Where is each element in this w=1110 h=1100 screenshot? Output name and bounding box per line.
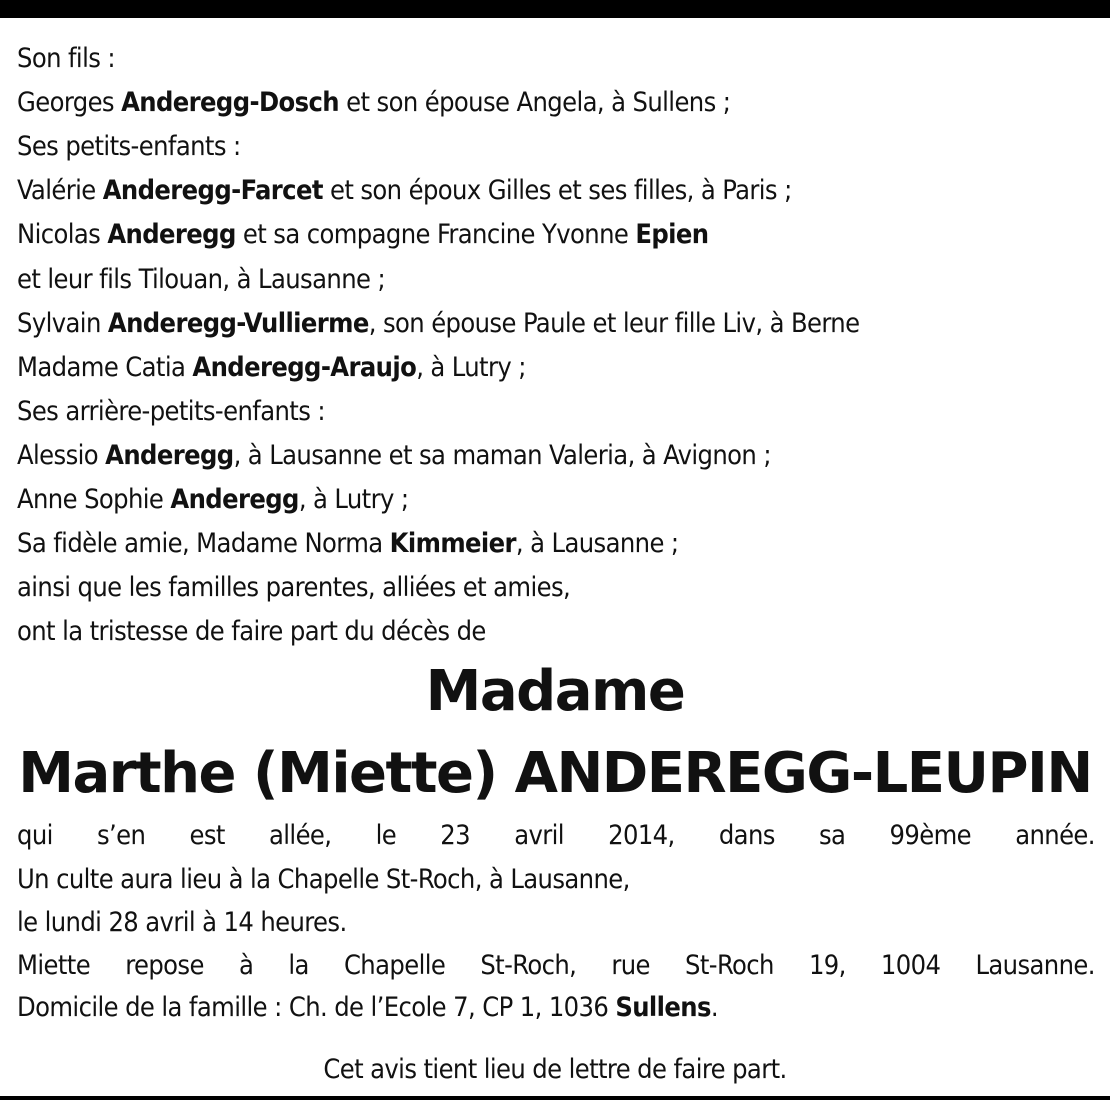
text-segment: Alessio: [17, 440, 106, 471]
announcement-line: [17, 215, 1095, 255]
announcement-line: [17, 568, 1095, 608]
family-name: Anderegg: [105, 440, 234, 471]
family-domicile-line: [17, 988, 1095, 1028]
text-segment: et leur fils Tilouan, à Lausanne ;: [17, 264, 386, 295]
word: s’en: [96, 820, 146, 851]
word: dans: [718, 820, 775, 851]
text-segment: Nicolas: [17, 219, 108, 250]
word: Miette: [17, 950, 91, 981]
announcement-line: [17, 127, 1095, 167]
word: St-Roch,: [480, 950, 577, 981]
text-segment: .: [710, 992, 718, 1023]
text-segment: ont la tristesse de faire part du décès de: [17, 616, 486, 647]
word: 2014,: [608, 820, 675, 851]
announcement-line: [17, 39, 1095, 79]
text-segment: Ses arrière-petits-enfants :: [17, 396, 325, 427]
passing-date-line: [17, 816, 1095, 856]
announcement-line: [17, 171, 1095, 211]
family-name: Anderegg-Farcet: [102, 175, 323, 206]
family-name: Anderegg-Araujo: [192, 352, 417, 383]
word: à: [238, 950, 254, 981]
word: qui: [17, 820, 53, 851]
family-name: Sullens: [615, 992, 711, 1023]
text-segment: Son fils :: [17, 43, 115, 74]
repose-line: [17, 946, 1095, 986]
word: Chapelle: [343, 950, 446, 981]
text-segment: , à Lutry ;: [298, 484, 409, 515]
announcement-line: [17, 436, 1095, 476]
announcement-line: [17, 612, 1095, 652]
text-segment: ainsi que les familles parentes, alliées et amies,: [17, 572, 571, 603]
text-segment: Sylvain: [17, 308, 108, 339]
word: repose: [125, 950, 204, 981]
text-segment: , à Lausanne et sa maman Valeria, à Avignon ;: [233, 440, 771, 471]
announcement-line: [17, 304, 1095, 344]
word: Lausanne.: [975, 950, 1095, 981]
word: 99ème: [889, 820, 971, 851]
family-name: Anderegg: [107, 219, 236, 250]
text-segment: et son épouse Angela, à Sullens ;: [339, 87, 731, 118]
text-segment: et son époux Gilles et ses filles, à Paris ;: [322, 175, 792, 206]
text-segment: , à Lausanne ;: [515, 528, 679, 559]
word: 23: [440, 820, 470, 851]
top-border-rule: [0, 0, 1110, 18]
footer-note: Cet avis tient lieu de lettre de faire part.: [323, 1054, 787, 1085]
word: allée,: [269, 820, 332, 851]
honorific-title: Madame: [425, 659, 685, 724]
announcement-line: [17, 480, 1095, 520]
family-name: Anderegg-Vullierme: [107, 308, 369, 339]
family-name: Anderegg: [170, 484, 299, 515]
word: est: [189, 820, 225, 851]
family-name: Kimmeier: [389, 528, 516, 559]
service-time-line: le lundi 28 avril à 14 heures.: [17, 907, 347, 938]
text-segment: et sa compagne Francine Yvonne: [235, 219, 636, 250]
word: avril: [514, 820, 564, 851]
word: 19,: [808, 950, 846, 981]
word: rue: [611, 950, 650, 981]
family-name: Anderegg-Dosch: [121, 87, 340, 118]
service-location-line: Un culte aura lieu à la Chapelle St-Roch, à Lausanne,: [17, 864, 630, 895]
text-segment: Anne Sophie: [17, 484, 171, 515]
word: St-Roch: [685, 950, 774, 981]
bottom-border-rule: [0, 1096, 1110, 1100]
word: sa: [819, 820, 846, 851]
text-segment: , son épouse Paule et leur fille Liv, à Berne: [368, 308, 860, 339]
text-segment: Ses petits-enfants :: [17, 131, 241, 162]
text-segment: Madame Catia: [17, 352, 193, 383]
text-segment: , à Lutry ;: [416, 352, 526, 383]
announcement-line: [17, 348, 1095, 388]
announcement-line: [17, 392, 1095, 432]
announcement-line: [17, 83, 1095, 123]
text-segment: Domicile de la famille : Ch. de l’Ecole 7, CP 1, 1036: [17, 992, 616, 1023]
announcement-line: [17, 260, 1095, 300]
word: le: [375, 820, 397, 851]
family-name: Epien: [635, 219, 709, 250]
deceased-name: Marthe (Miette) ANDEREGG-LEUPIN: [18, 741, 1092, 806]
word: année.: [1015, 820, 1095, 851]
word: 1004: [880, 950, 941, 981]
text-segment: Valérie: [17, 175, 103, 206]
text-segment: Georges: [17, 87, 122, 118]
word: la: [288, 950, 309, 981]
announcement-line: [17, 524, 1095, 564]
text-segment: Sa fidèle amie, Madame Norma: [17, 528, 390, 559]
